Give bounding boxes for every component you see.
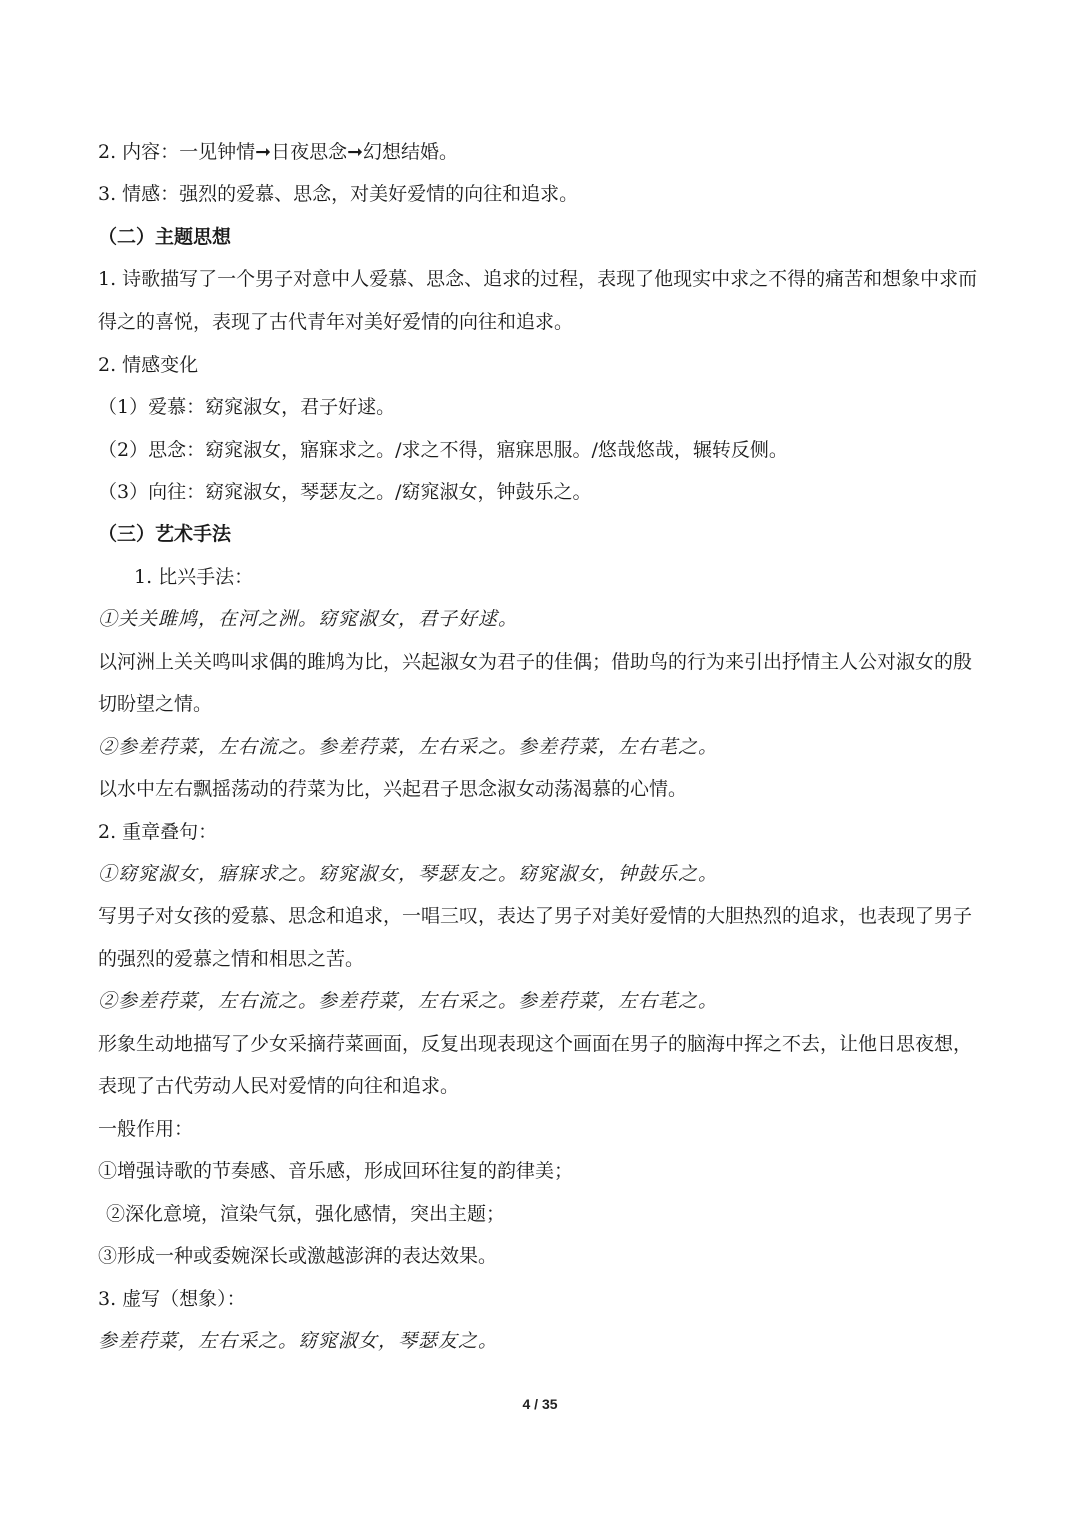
paragraph-line: 以水中左右飘摇荡动的荇菜为比，兴起君子思念淑女动荡渴慕的心情。 [98, 778, 688, 800]
paragraph-line: 以河洲上关关鸣叫求偶的雎鸠为比，兴起淑女为君子的佳偶；借助鸟的行为来引出抒情主人公对淑女的殷 [98, 651, 973, 673]
paragraph-line: 表现了古代劳动人民对爱情的向往和追求。 [98, 1075, 460, 1097]
poem-quote: ①关关雎鸠，在河之洲。窈窕淑女，君子好逑。 [98, 608, 519, 630]
poem-quote: 参差荇菜，左右采之。窈窕淑女，琴瑟友之。 [98, 1330, 499, 1352]
subheading-bixing: 1. 比兴手法： [134, 566, 254, 588]
subheading-repetition: 2. 重章叠句： [98, 821, 218, 843]
poem-quote: ②参差荇菜，左右流之。参差荇菜，左右采之。参差荇菜，左右芼之。 [98, 736, 719, 758]
poem-quote: ②参差荇菜，左右流之。参差荇菜，左右采之。参差荇菜，左右芼之。 [98, 990, 719, 1012]
paragraph-line: 切盼望之情。 [98, 693, 213, 715]
list-item: （2）思念：窈窕淑女，寤寐求之。/求之不得，寤寐思服。/悠哉悠哉，辗转反侧。 [98, 439, 788, 461]
subheading-general-effect: 一般作用： [98, 1118, 194, 1140]
list-item: ③形成一种或委婉深长或激越澎湃的表达效果。 [98, 1245, 498, 1267]
list-item: ①增强诗歌的节奏感、音乐感，形成回环往复的韵律美； [98, 1160, 574, 1182]
paragraph-line: 形象生动地描写了少女采摘荇菜画面，反复出现表现这个画面在男子的脑海中挥之不去，让他日思夜想， [98, 1033, 973, 1055]
emotion-line: 3. 情感：强烈的爱慕、思念，对美好爱情的向往和追求。 [98, 183, 579, 205]
list-item: （1）爱慕：窈窕淑女，君子好逑。 [98, 396, 396, 418]
section-heading-art: （三）艺术手法 [98, 523, 232, 545]
poem-quote: ①窈窕淑女，寤寐求之。窈窕淑女，琴瑟友之。窈窕淑女，钟鼓乐之。 [98, 863, 719, 885]
paragraph-line: 写男子对女孩的爱慕、思念和追求，一唱三叹，表达了男子对美好爱情的大胆热烈的追求，也表现了男子 [98, 905, 973, 927]
page-number: 4 / 35 [522, 1396, 558, 1412]
content-line: 2. 内容：一见钟情➞日夜思念➞幻想结婚。 [98, 141, 459, 163]
paragraph-line: 1. 诗歌描写了一个男子对意中人爱慕、思念、追求的过程，表现了他现实中求之不得的痛苦和想象中求而 [98, 268, 978, 290]
paragraph-line: 的强烈的爱慕之情和相思之苦。 [98, 948, 365, 970]
subheading-emotion-change: 2. 情感变化 [98, 354, 199, 376]
paragraph-line: 得之的喜悦，表现了古代青年对美好爱情的向往和追求。 [98, 311, 574, 333]
subheading-imagination: 3. 虚写（想象）： [98, 1288, 246, 1310]
section-heading-theme: （二）主题思想 [98, 226, 232, 248]
list-item: ②深化意境，渲染气氛，强化感情，突出主题； [106, 1203, 506, 1225]
list-item: （3）向往：窈窕淑女，琴瑟友之。/窈窕淑女，钟鼓乐之。 [98, 481, 592, 503]
